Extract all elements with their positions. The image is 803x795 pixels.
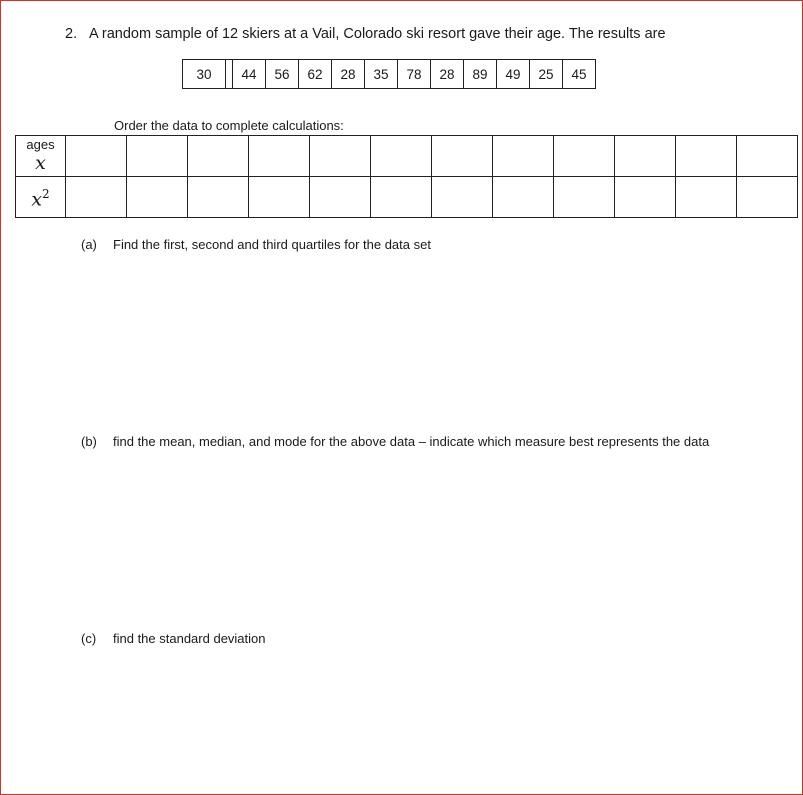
- sample-value: 45: [562, 60, 595, 88]
- x-squared-cell[interactable]: [737, 177, 798, 218]
- ordered-x-cell[interactable]: [310, 136, 371, 177]
- x-squared-cell[interactable]: [493, 177, 554, 218]
- question-b-label: (b): [81, 434, 97, 449]
- ordered-x-cell[interactable]: [432, 136, 493, 177]
- sample-value: 62: [298, 60, 331, 88]
- problem-text: A random sample of 12 skiers at a Vail, Colorado ski resort gave their age. The results are: [89, 26, 666, 42]
- x-label: x: [35, 151, 46, 174]
- row-header-ages-x: [16, 136, 66, 177]
- table-row-x-squared: [16, 177, 798, 218]
- sample-value: 44: [232, 60, 265, 88]
- instruction-text: Order the data to complete calculations:: [114, 118, 344, 133]
- sample-gap-cell: [225, 60, 232, 88]
- question-a: [81, 237, 431, 252]
- sample-value: 35: [364, 60, 397, 88]
- ordered-x-cell[interactable]: [676, 136, 737, 177]
- x-squared-cell[interactable]: [66, 177, 127, 218]
- ordered-x-cell[interactable]: [615, 136, 676, 177]
- row-header-x-squared: [16, 177, 66, 218]
- x-squared-exponent: 2: [42, 187, 50, 202]
- sample-value: 56: [265, 60, 298, 88]
- question-a-text: Find the first, second and third quartiles for the data set: [113, 237, 431, 252]
- sample-value: 25: [529, 60, 562, 88]
- question-c: [81, 631, 266, 646]
- x-squared-cell[interactable]: [432, 177, 493, 218]
- ordered-x-cell[interactable]: [554, 136, 615, 177]
- ordered-x-cell[interactable]: [249, 136, 310, 177]
- x-squared-cell[interactable]: [554, 177, 615, 218]
- ages-label: ages: [26, 136, 55, 152]
- x-squared-cell[interactable]: [127, 177, 188, 218]
- x-squared-cell[interactable]: [676, 177, 737, 218]
- x-squared-base: x: [31, 188, 43, 211]
- table-row-x: [16, 136, 798, 177]
- sample-value: 49: [496, 60, 529, 88]
- problem-number: 2.: [65, 26, 78, 42]
- ordered-x-cell[interactable]: [127, 136, 188, 177]
- sample-value: 89: [463, 60, 496, 88]
- sample-value: 28: [331, 60, 364, 88]
- sample-data-table: [182, 59, 596, 89]
- x-squared-cell[interactable]: [371, 177, 432, 218]
- ordered-x-cell[interactable]: [66, 136, 127, 177]
- x-squared-cell[interactable]: [188, 177, 249, 218]
- problem-statement: [65, 26, 666, 42]
- question-a-label: (a): [81, 237, 97, 252]
- x-squared-cell[interactable]: [615, 177, 676, 218]
- question-c-text: find the standard deviation: [113, 631, 266, 646]
- x-squared-label: [16, 183, 65, 210]
- sample-value: 30: [196, 66, 212, 82]
- x-squared-cell[interactable]: [310, 177, 371, 218]
- calculation-table: [15, 135, 798, 218]
- sample-value: 28: [430, 60, 463, 88]
- x-squared-cell[interactable]: [249, 177, 310, 218]
- question-b-text: find the mean, median, and mode for the above data – indicate which measure best represents the data: [113, 434, 710, 449]
- sample-value: 78: [397, 60, 430, 88]
- question-c-label: (c): [81, 631, 97, 646]
- ordered-x-cell[interactable]: [188, 136, 249, 177]
- ordered-x-cell[interactable]: [371, 136, 432, 177]
- ordered-x-cell[interactable]: [493, 136, 554, 177]
- ordered-x-cell[interactable]: [737, 136, 798, 177]
- question-b: [81, 434, 709, 449]
